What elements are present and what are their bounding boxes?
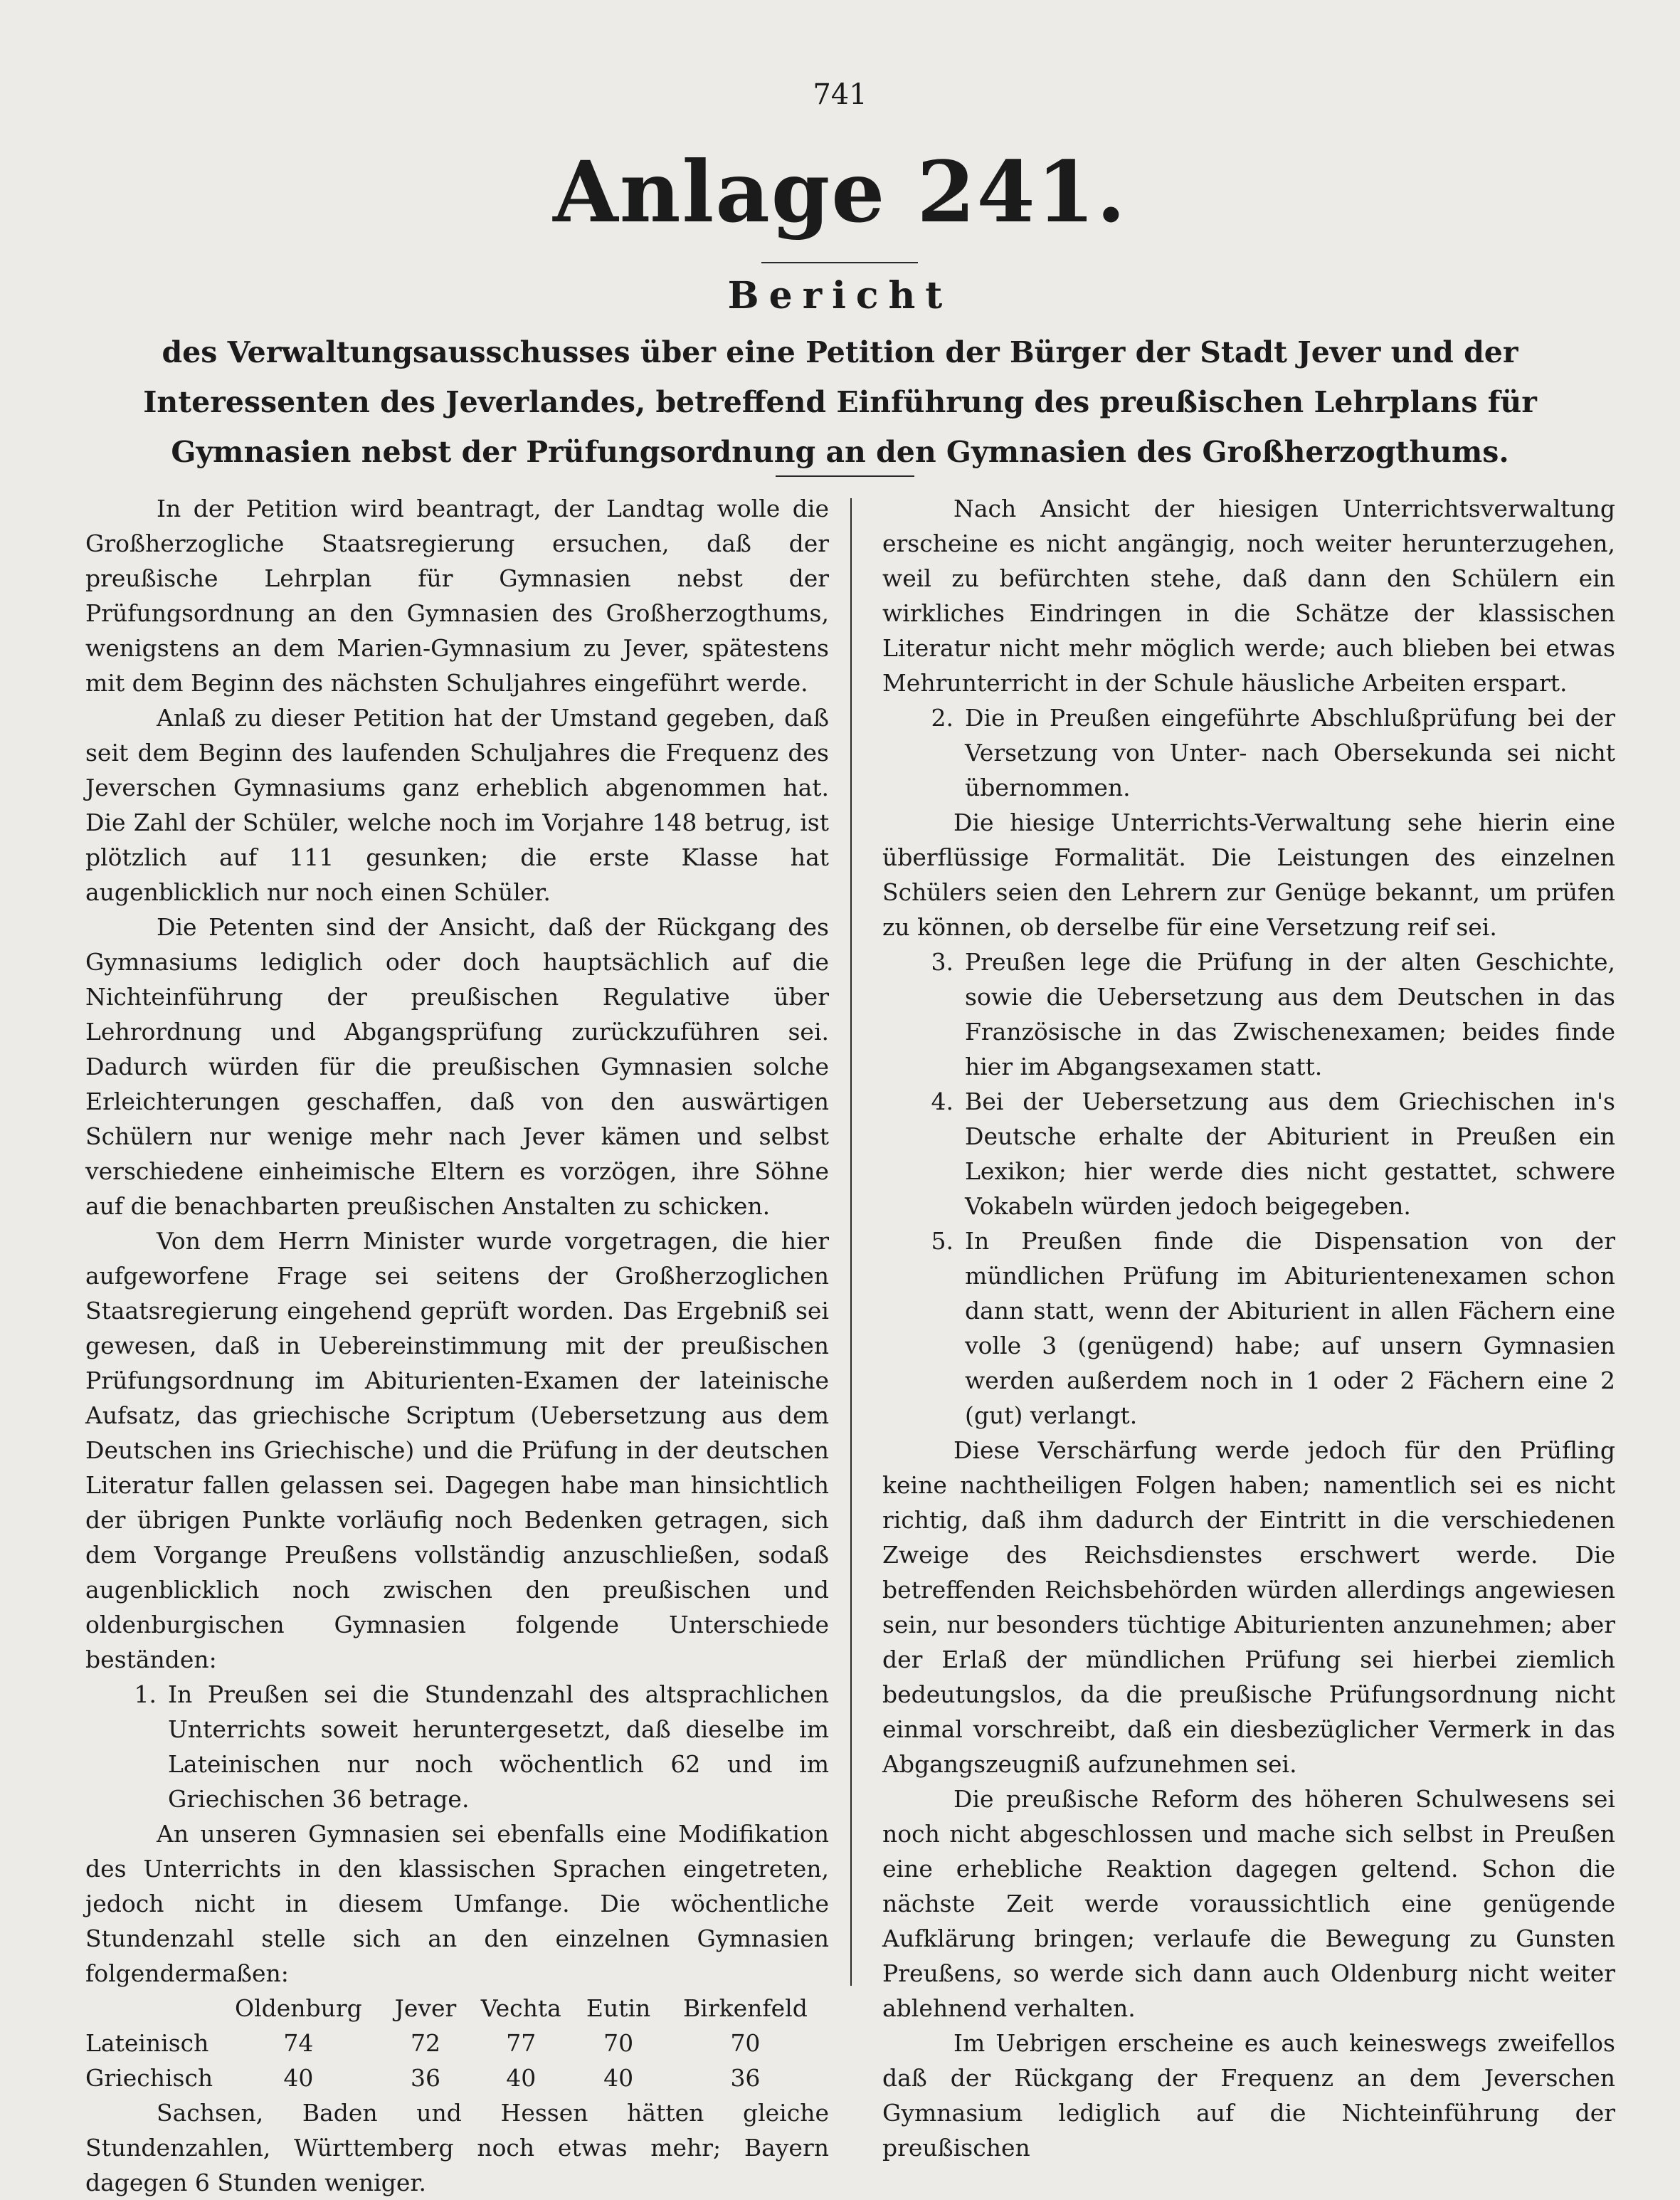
table-header-row: [85, 1991, 829, 2026]
table-cell: 72: [410, 2029, 440, 2057]
page-number: 741: [813, 78, 867, 111]
report-heading: Bericht: [727, 274, 953, 317]
table-header: Birkenfeld: [683, 1994, 808, 2022]
table-header: Eutin: [586, 1994, 651, 2022]
table-cell: 36: [410, 2064, 440, 2092]
paragraph: Im Uebrigen erscheine es auch keineswegs zweifellos daß der Rückgang der Frequenz an dem Jeverschen Gymnasium lediglich auf die Nichteinführung der preußischen: [882, 2029, 1615, 2162]
paragraph: Diese Verschärfung werde jedoch für den Prüfling keine nachtheiligen Folgen haben; namentlich sei es nicht richtig, daß ihm dadurch der Eintritt in die verschiedenen Zweige des Reichsdienstes erschwert werde. Die betreffenden Reichsbehörden würden allerdings angewiesen sein, nur besonders tüchtige Abiturienten anzunehmen; aber der Erlaß der mündlichen Prüfung sei hierbei ziemlich bedeutungslos, da die preußische Prüfungsordnung nicht einmal vorschreibt, daß ein diesbezüglicher Vermerk in das Abgangszeugniß aufzunehmen sei.: [882, 1436, 1615, 1778]
paragraph: Die preußische Reform des höheren Schulwesens sei noch nicht abgeschlossen und mache sich selbst in Preußen eine erhebliche Reaktion dagegen geltend. Schon die nächste Zeit werde voraussichtlich eine genügende Aufklärung bringen; verlaufe die Bewegung zu Gunsten Preußens, so werde sich dann auch Oldenburg nicht weiter ablehnend verhalten.: [882, 1785, 1615, 2022]
table-header: Vechta: [480, 1994, 561, 2022]
left-column: [85, 491, 829, 2200]
list-item: [882, 700, 1615, 805]
table-cell: 40: [506, 2064, 537, 2092]
row-label: Griechisch: [85, 2064, 213, 2092]
list-item: [882, 1223, 1615, 1433]
paragraph: An unseren Gymnasien sei ebenfalls eine Modifikation des Unterrichts in den klassischen Sprachen eingetreten, jedoch nicht in diesem Umfange. Die wöchentliche Stundenzahl stelle sich an den einzelnen Gymnasien folgendermaßen:: [85, 1820, 829, 1987]
table-row: [85, 2060, 829, 2095]
list-item-number: 5.: [931, 1227, 953, 1255]
report-subtitle: des Verwaltungsausschusses über eine Petition der Bürger der Stadt Jever und der Interessenten des Jeverlandes, betreffend Einführung des preußischen Lehrplans für Gymnasien nebst der Prüfungsordnung an den Gymnasien des Großherzogthums.: [143, 335, 1537, 469]
table-header: Oldenburg: [235, 1994, 362, 2022]
table-cell: 40: [603, 2064, 634, 2092]
table-row: [85, 2026, 829, 2060]
table-cell: 70: [730, 2029, 761, 2057]
list-item-text: Bei der Uebersetzung aus dem Griechischen in's Deutsche erhalte der Abiturient in Preußen ein Lexikon; hier werde dies nicht gestattet, schwere Vokabeln würden jedoch beigegeben.: [965, 1088, 1615, 1220]
list-item-number: 1.: [134, 1680, 157, 1708]
list-item: [882, 1084, 1615, 1223]
column-divider: [850, 498, 852, 1986]
list-item-text: In Preußen sei die Stundenzahl des altsprachlichen Unterrichts soweit heruntergesetzt, daß dieselbe im Lateinischen nur noch wöchentlich 62 und im Griechischen 36 betrage.: [168, 1680, 829, 1813]
table-cell: 77: [506, 2029, 537, 2057]
list-item-number: 4.: [931, 1088, 953, 1115]
list-item-text: Preußen lege die Prüfung in der alten Geschichte, sowie die Uebersetzung aus dem Deutschen in das Französische in das Zwischenexamen; beides finde hier im Abgangsexamen statt.: [965, 948, 1615, 1080]
table-cell: 70: [603, 2029, 634, 2057]
table-header: Jever: [394, 1994, 457, 2022]
paragraph: Anlaß zu dieser Petition hat der Umstand gegeben, daß seit dem Beginn des laufenden Schuljahres die Frequenz des Jeverschen Gymnasiums ganz erheblich abgenommen hat. Die Zahl der Schüler, welche noch im Vorjahre 148 betrug, ist plötzlich auf 111 gesunken; die erste Klasse hat augenblicklich nur noch einen Schüler.: [85, 704, 829, 906]
row-label: Lateinisch: [85, 2029, 209, 2057]
page-title: Anlage 241.: [553, 142, 1127, 241]
list-item-number: 2.: [931, 704, 953, 732]
list-item-text: In Preußen finde die Dispensation von der mündlichen Prüfung im Abiturientenexamen schon dann statt, wenn der Abiturient in allen Fächern eine volle 3 (genügend) habe; auf unsern Gymnasien werden außerdem noch in 1 oder 2 Fächern eine 2 (gut) verlangt.: [965, 1227, 1615, 1429]
paragraph: Sachsen, Baden und Hessen hätten gleiche Stundenzahlen, Württemberg noch etwas mehr; Bayern dagegen 6 Stunden weniger.: [85, 2099, 829, 2196]
subtitle-rule: [776, 475, 914, 477]
paragraph: In der Petition wird beantragt, der Landtag wolle die Großherzogliche Staatsregierung ersuchen, daß der preußische Lehrplan für Gymnasien nebst der Prüfungsordnung an den Gymnasien des Großherzogthums, wenigstens an dem Marien-Gymnasium zu Jever, spätestens mit dem Beginn des nächsten Schuljahres eingeführt werde.: [85, 495, 829, 697]
paragraph: Die Petenten sind der Ansicht, daß der Rückgang des Gymnasiums lediglich oder doch hauptsächlich auf die Nichteinführung der preußischen Regulative über Lehrordnung und Abgangsprüfung zurückzuführen sei. Dadurch würden für die preußischen Gymnasien solche Erleichterungen geschaffen, daß von den auswärtigen Schülern nur wenige mehr nach Jever kämen und selbst verschiedene einheimische Eltern es vorzögen, ihre Söhne auf die benachbarten preußischen Anstalten zu schicken.: [85, 913, 829, 1220]
list-item: [85, 1677, 829, 1816]
title-rule: [761, 262, 918, 263]
table-cell: 74: [283, 2029, 314, 2057]
paragraph: Die hiesige Unterrichts-Verwaltung sehe hierin eine überflüssige Formalität. Die Leistungen des einzelnen Schülers seien den Lehrern zur Genüge bekannt, um prüfen zu können, ob derselbe für eine Versetzung reif sei.: [882, 809, 1615, 941]
list-item-number: 3.: [931, 948, 953, 976]
list-item: [882, 944, 1615, 1084]
paragraph: Von dem Herrn Minister wurde vorgetragen, die hier aufgeworfene Frage sei seitens der Großherzoglichen Staatsregierung eingehend geprüft worden. Das Ergebniß sei gewesen, daß in Uebereinstimmung mit der preußischen Prüfungsordnung im Abiturienten-Examen der lateinische Aufsatz, das griechische Scriptum (Uebersetzung aus dem Deutschen ins Griechische) und die Prüfung in der deutschen Literatur fallen gelassen sei. Dagegen habe man hinsichtlich der übrigen Punkte vorläufig noch Bedenken getragen, sich dem Vorgange Preußens vollständig anzuschließen, sodaß augenblicklich noch zwischen den preußischen und oldenburgischen Gymnasien folgende Unterschiede beständen:: [85, 1227, 829, 1673]
right-column: [882, 491, 1615, 2165]
hours-table: [85, 1991, 829, 2095]
table-cell: 40: [283, 2064, 314, 2092]
list-item-text: Die in Preußen eingeführte Abschlußprüfung bei der Versetzung von Unter- nach Obersekunda sei nicht übernommen.: [965, 704, 1615, 801]
table-cell: 36: [730, 2064, 761, 2092]
paragraph: Nach Ansicht der hiesigen Unterrichtsverwaltung erscheine es nicht angängig, noch weiter herunterzugehen, weil zu befürchten stehe, daß dann den Schülern ein wirkliches Eindringen in die Schätze der klassischen Literatur nicht mehr möglich werde; auch blieben bei etwas Mehrunterricht in der Schule häusliche Arbeiten erspart.: [882, 495, 1615, 697]
